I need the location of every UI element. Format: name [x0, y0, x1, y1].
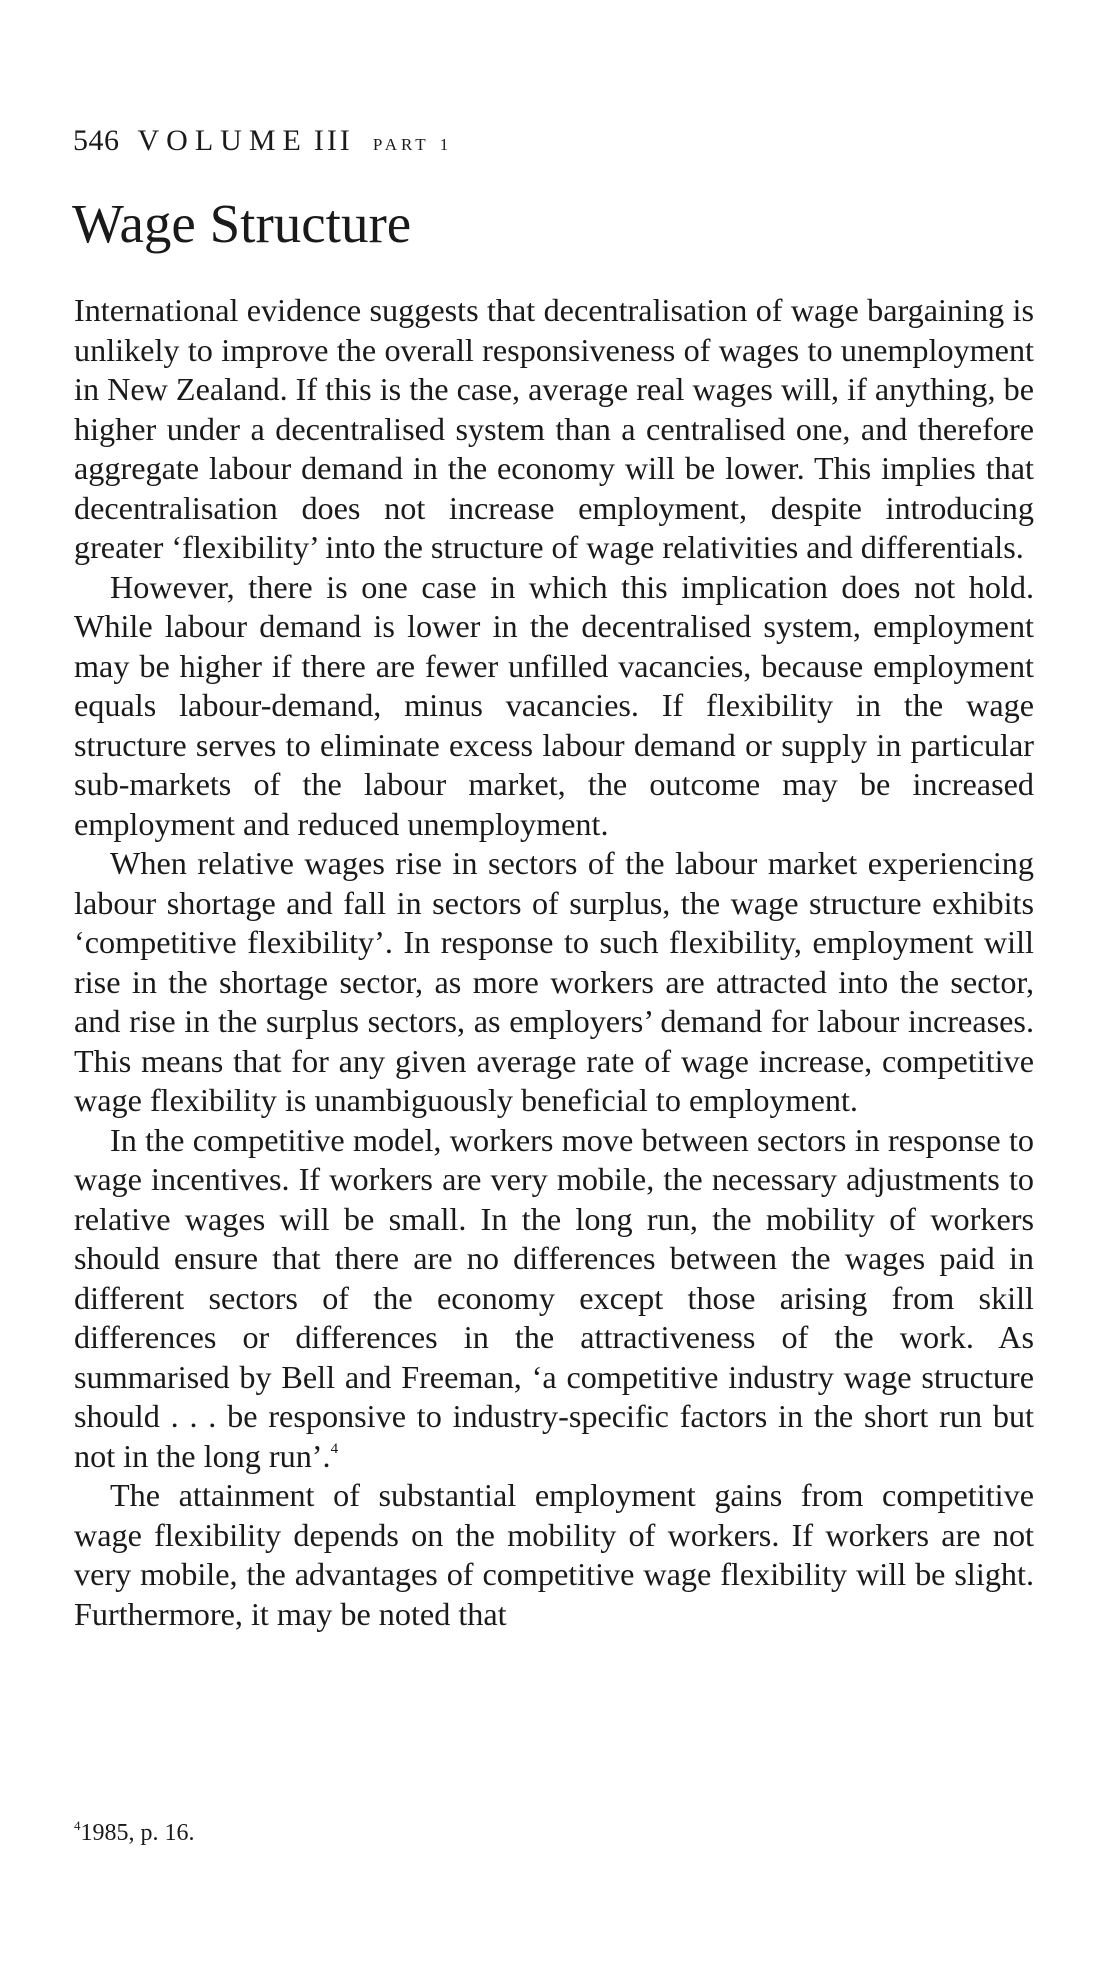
footnote-marker: 4 [74, 1818, 81, 1833]
paragraph-4-text: In the competitive model, workers move between sectors in response to wage incentives. If workers are very mobile, the necessary adjustments to relative wages will be small. In the long run, the mobility of workers should ensure that there are no differences between the wages paid in different sectors of the economy except those arising from skill differences or differences in the attractiveness of the work. As summarised by Bell and Freeman, ‘a competitive industry wage structure should . . . be responsive to industry-specific factors in the short run but not in the long run’. [74, 1121, 1034, 1474]
paragraph-1: International evidence suggests that decentralisation of wage bargaining is unlikely to improve the overall responsiveness of wages to unemployment in New Zealand. If this is the case, average real wages will, if anything, be higher under a decentralised system than a centralised one, and therefore aggregate labour demand in the economy will be lower. This implies that decentralisation does not increase employment, despite introducing greater ‘flexibility’ into the structure of wage relativities and differentials. [74, 292, 1034, 565]
footnote-reference: 4 [330, 1440, 339, 1457]
footnote [74, 1818, 195, 1848]
part-label: PART [372, 135, 430, 154]
paragraph-2: However, there is one case in which this implication does not hold. While labour demand is lower in the decentralised system, employment may be higher if there are fewer unfilled vacancies, because employment equals labour-demand, minus vacancies. If flexibility in the wage structure serves to eliminate excess labour demand or supply in particular sub-markets of the labour market, the outcome may be increased employment and reduced unemployment. [74, 568, 1034, 842]
body-text [74, 291, 1034, 1634]
running-head [73, 123, 449, 163]
volume-label: VOLUME [137, 124, 308, 157]
part-number: 1 [439, 135, 449, 154]
paragraph-3: When relative wages rise in sectors of the labour market experiencing labour shortage and fall in sectors of surplus, the wage structure exhibits ‘competitive flexibility’. In response to such flexibility, employment will rise in the shortage sector, as more workers are attracted into the sector, and rise in the surplus sectors, as employers’ demand for labour increases. This means that for any given average rate of wage increase, competitive wage flexibility is unambiguously beneficial to employment. [74, 845, 1034, 1118]
paragraph-4 [74, 1121, 1034, 1477]
page-number: 546 [73, 124, 120, 157]
section-title: Wage Structure [72, 193, 412, 254]
volume-number: III [313, 124, 353, 157]
paragraph-5: The attainment of substantial employment gains from competitive wage flexibility depends on the mobility of workers. If workers are not very mobile, the advantages of competitive wage flexibility will be slight. Furthermore, it may be noted that [74, 1477, 1034, 1632]
footnote-text: 1985, p. 16. [80, 1820, 195, 1846]
